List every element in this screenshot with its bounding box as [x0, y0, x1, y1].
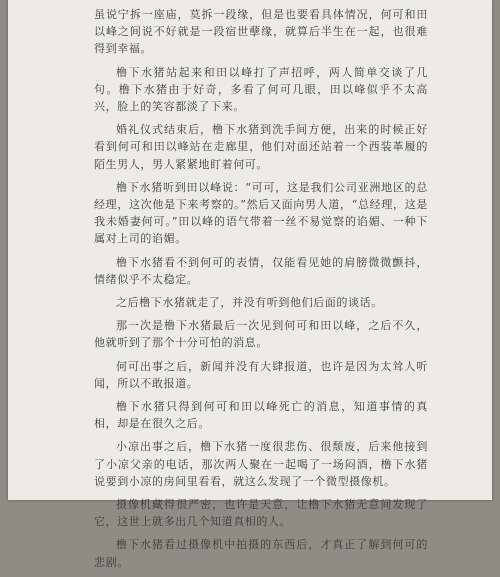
- paragraph: 何可出事之后，新闻并没有大肆报道，也许是因为太耸人听闻，所以不敢报道。: [94, 359, 428, 390]
- paragraph: 婚礼仪式结束后，橹下水猪到洗手间方便，出来的时候正好看到何可和田以峰站在走廊里，他们对面还站着一个西装革履的陌生男人，男人紧紧地盯着何可。: [94, 123, 428, 171]
- paragraph: 橹下水猪只得到何可和田以峰死亡的消息，知道事情的真相，却是在很久之后。: [94, 400, 428, 431]
- paragraph: 小凉出事之后，橹下水猪一度很悲伤、很颓废，后来他接到了小凉父亲的电话，那次两人聚在一起喝了一场闷酒，橹下水猪说要到小凉的房间里看看，就这么发现了一个微型摄像机。: [94, 440, 428, 488]
- paragraph: 橹下水猪听到田以峰说：“可可，这是我们公司亚洲地区的总经理，这次他是下来考察的。”然后又面向男人道，“总经理，这是我未婚妻何可。”田以峰的语气带着一丝不易觉察的谄媚、一种下属对上司的谄媚。: [94, 180, 428, 246]
- paragraph: 橹下水猪站起来和田以峰打了声招呼，两人简单交谈了几句。橹下水猪由于好奇，多看了何可几眼，田以峰似乎不太高兴，脸上的笑容都淡了下来。: [94, 65, 428, 114]
- paragraph: 虽说宁拆一座庙，莫拆一段缘，但是也要看具体情况，何可和田以峰之间说不好就是一段宿世孽缘，就算后半生在一起，也很难得到幸福。: [94, 8, 428, 56]
- paragraph: 摄像机藏得很严密，也许是天意，让橹下水猪无意间发现了它，这世上就多出几个知道真相的人。: [94, 498, 428, 529]
- book-page: [8, 0, 492, 569]
- paragraph: 那一次是橹下水猪最后一次见到何可和田以峰，之后不久，他就听到了那个十分可怕的消息。: [94, 319, 428, 350]
- paragraph: 橹下水猪看过摄像机中拍摄的东西后，才真正了解到何可的悲剧。: [94, 538, 428, 569]
- paragraph: 之后橹下水猪就走了，并没有听到他们后面的谈话。: [116, 296, 383, 310]
- page-text: [94, 6, 428, 577]
- paragraph: 橹下水猪看不到何可的表情，仅能看见她的肩膀微微颤抖，情绪似乎不太稳定。: [94, 255, 428, 286]
